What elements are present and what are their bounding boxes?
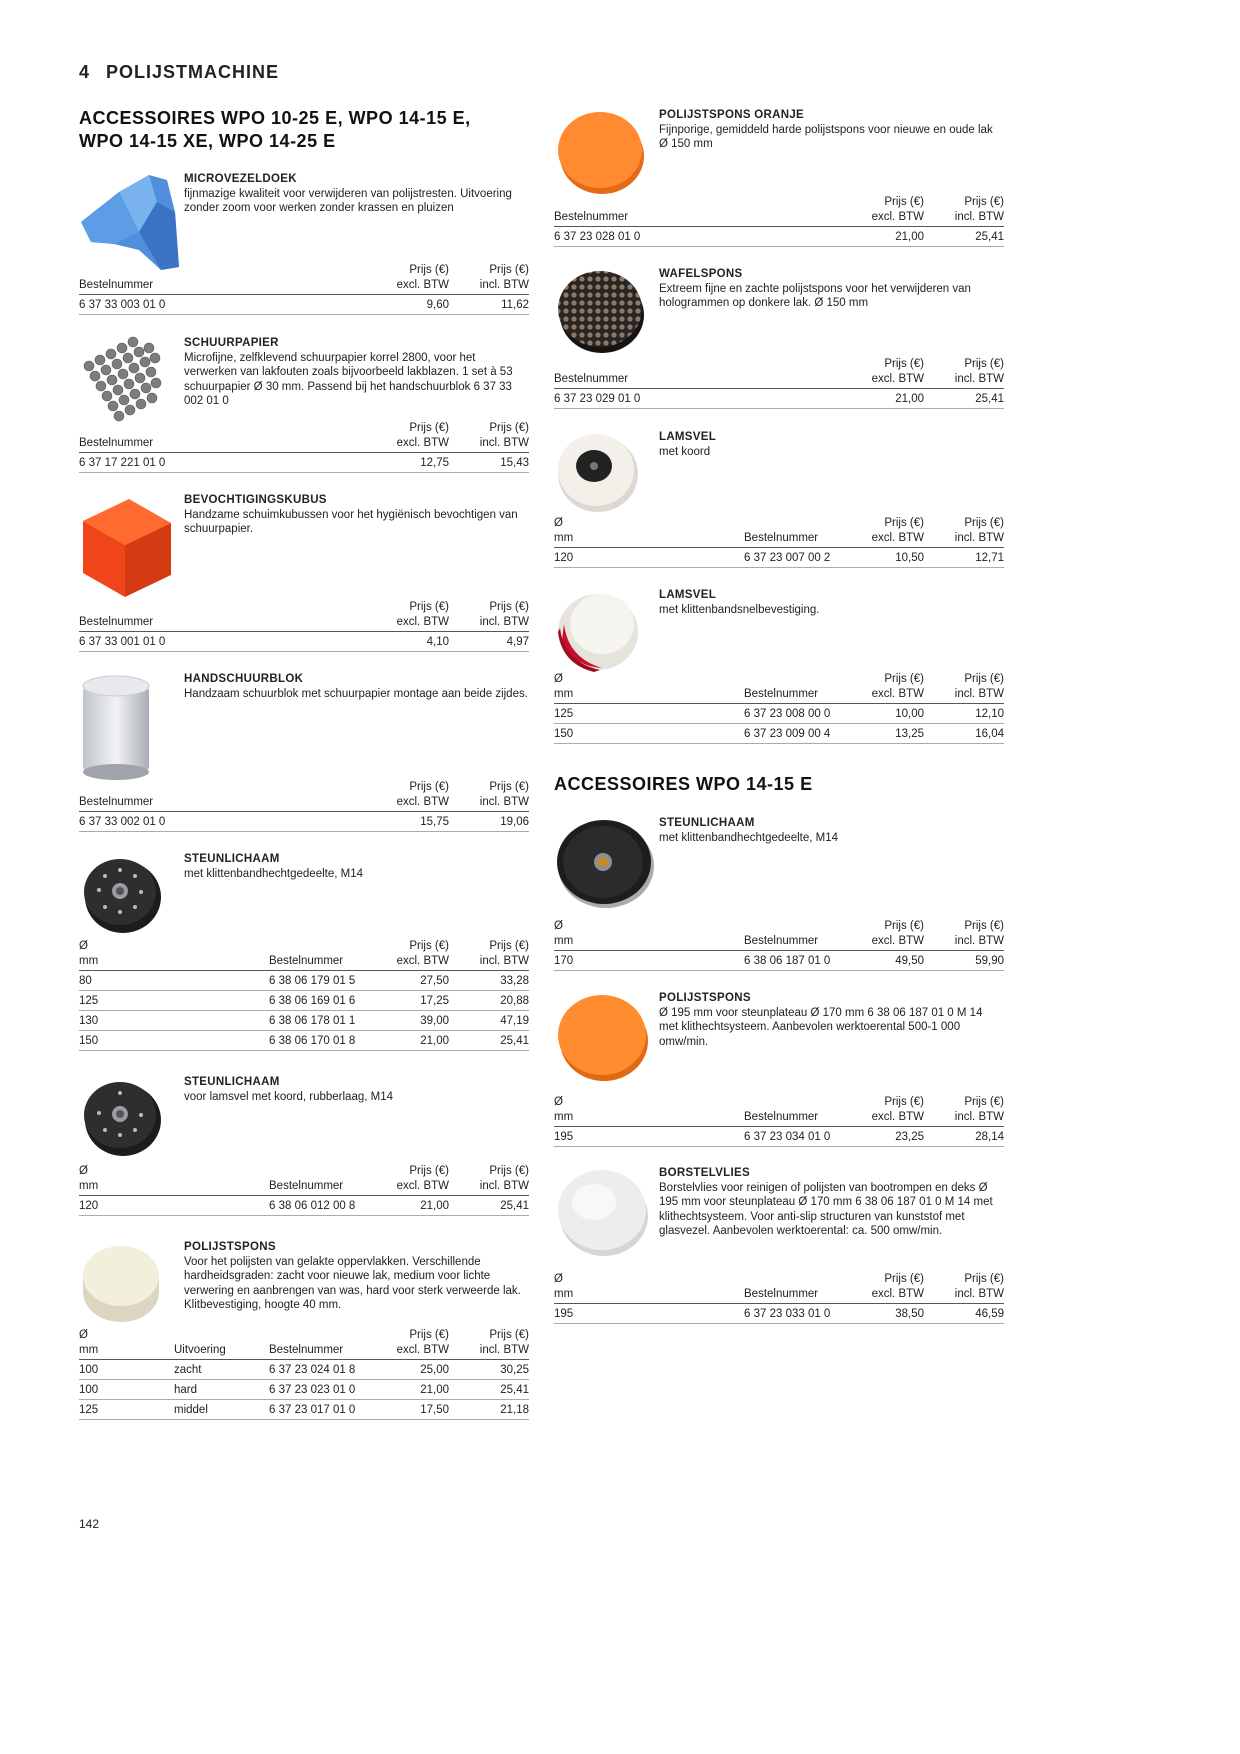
header-price-incl: Prijs (€) incl. BTW (449, 1328, 529, 1360)
header-order-number: Bestelnummer (79, 263, 319, 295)
product-description: Ø 195 mm voor steunplateau Ø 170 mm 6 38 06 187 01 0 M 14 met klithechtsysteem. Aanbevolen werktoerental 500-1 000 omw/min. (659, 1006, 983, 1048)
diameter: 150 (79, 1031, 269, 1051)
foam-cube-image (79, 493, 175, 601)
header-order-number: Bestelnummer (744, 672, 864, 704)
product-name: WAFELSPONS (659, 268, 743, 280)
header-order-number: Bestelnummer (79, 600, 319, 632)
header-price-incl: Prijs (€) incl. BTW (924, 1272, 1004, 1304)
order-number: 6 38 06 169 01 6 (269, 991, 389, 1011)
table-row (554, 704, 1004, 724)
product-description: Microfijne, zelfklevend schuurpapier korrel 2800, voor het verwerken van lakfouten zoals bijvoorbeeld lakblazen. 1 set à 53 schuurpapier Ø 30 mm. Passend bij het handschuurblok 6 37 33 002 01 0 (184, 351, 513, 407)
table-row (79, 812, 529, 832)
microfiber-cloth-image (79, 172, 179, 272)
price-excl: 27,50 (389, 971, 449, 991)
price-incl: 30,25 (449, 1360, 529, 1380)
product-text (184, 172, 529, 216)
header-price-incl: Prijs (€) incl. BTW (924, 672, 1004, 704)
table-row (554, 724, 1004, 744)
order-number: 6 37 23 024 01 8 (269, 1360, 389, 1380)
product-polijstspons-oranje (554, 108, 1004, 250)
order-number: 6 37 23 009 00 4 (744, 724, 864, 744)
product-name: MICROVEZELDOEK (184, 173, 297, 185)
product-description: voor lamsvel met koord, rubberlaag, M14 (184, 1090, 394, 1103)
table-row (79, 632, 529, 652)
product-borstelvlies (554, 1166, 1004, 1331)
table-row (79, 1380, 529, 1400)
header-order-number: Bestelnummer (744, 1095, 864, 1127)
table-row (79, 1011, 529, 1031)
order-number: 6 38 06 187 01 0 (744, 951, 864, 971)
product-wafelspons (554, 267, 1004, 412)
table-row (79, 453, 529, 473)
diameter: 120 (79, 1196, 269, 1216)
chapter-title: POLIJSTMACHINE (106, 62, 280, 82)
price-excl: 17,50 (389, 1400, 449, 1420)
price-table (554, 357, 1004, 409)
header-order-number: Bestelnummer (744, 516, 864, 548)
backing-pad-image (554, 816, 656, 910)
price-excl: 21,00 (794, 227, 924, 247)
price-excl: 17,25 (389, 991, 449, 1011)
price-excl: 25,00 (389, 1360, 449, 1380)
product-lamsvel-2 (554, 588, 1004, 748)
header-price-incl: Prijs (€) incl. BTW (449, 939, 529, 971)
product-text (184, 336, 529, 409)
price-incl: 28,14 (924, 1127, 1004, 1147)
header-order-number: Bestelnummer (744, 1272, 864, 1304)
product-polijstspons-2 (554, 991, 1004, 1151)
product-text (184, 1240, 529, 1313)
header-diameter: Ø mm (554, 1095, 744, 1127)
price-excl: 38,50 (864, 1304, 924, 1324)
price-incl: 11,62 (449, 295, 529, 315)
variant: zacht (174, 1360, 269, 1380)
product-name: POLIJSTSPONS (184, 1241, 276, 1253)
header-order-number: Bestelnummer (744, 919, 864, 951)
product-name: SCHUURPAPIER (184, 337, 279, 349)
price-table (79, 421, 529, 473)
price-excl: 13,25 (864, 724, 924, 744)
price-incl: 16,04 (924, 724, 1004, 744)
price-excl: 12,75 (319, 453, 449, 473)
diameter: 125 (79, 991, 269, 1011)
diameter: 130 (79, 1011, 269, 1031)
price-excl: 15,75 (319, 812, 449, 832)
lambswool-velcro-pad-image (554, 588, 640, 674)
price-table (554, 1272, 1004, 1324)
price-incl: 25,41 (449, 1380, 529, 1400)
price-excl: 39,00 (389, 1011, 449, 1031)
header-price-incl: Prijs (€) incl. BTW (924, 195, 1004, 227)
price-table (554, 516, 1004, 568)
section-title-wpo-all (79, 107, 471, 153)
price-excl: 10,50 (864, 548, 924, 568)
product-description: met klittenbandsnelbevestiging. (659, 603, 820, 616)
order-number: 6 37 33 002 01 0 (79, 812, 319, 832)
product-schuurpapier (79, 336, 529, 476)
product-description: Fijnporige, gemiddeld harde polijstspons voor nieuwe en oude lak Ø 150 mm (659, 123, 993, 150)
variant: middel (174, 1400, 269, 1420)
diameter: 150 (554, 724, 744, 744)
header-order-number: Bestelnummer (79, 780, 319, 812)
price-table (554, 672, 1004, 744)
header-price-incl: Prijs (€) incl. BTW (449, 263, 529, 295)
product-text (184, 1075, 529, 1104)
table-row (554, 389, 1004, 409)
price-excl: 23,25 (864, 1127, 924, 1147)
product-name: BORSTELVLIES (659, 1167, 750, 1179)
header-price-excl: Prijs (€) excl. BTW (319, 421, 449, 453)
product-text (659, 108, 1004, 152)
header-price-excl: Prijs (€) excl. BTW (794, 357, 924, 389)
polishing-sponge-image (79, 1240, 163, 1326)
price-excl: 21,00 (389, 1031, 449, 1051)
product-name: STEUNLICHAAM (184, 853, 280, 865)
price-incl: 59,90 (924, 951, 1004, 971)
header-diameter: Ø mm (79, 939, 269, 971)
product-text (659, 430, 1004, 459)
header-price-excl: Prijs (€) excl. BTW (389, 1328, 449, 1360)
price-incl: 25,41 (924, 389, 1004, 409)
product-bevochtigingskubus (79, 493, 529, 653)
price-incl: 4,97 (449, 632, 529, 652)
sanding-discs-image (79, 336, 165, 422)
table-row (554, 1304, 1004, 1324)
product-description: fijnmazige kwaliteit voor verwijderen van polijstresten. Uitvoering zonder zoom voor werken zonder krassen en pluizen (184, 187, 512, 214)
product-name: BEVOCHTIGINGSKUBUS (184, 494, 327, 506)
table-row (79, 295, 529, 315)
product-description: Voor het polijsten van gelakte oppervlakken. Verschillende hardheidsgraden: zacht voor nieuwe lak, medium voor lichte verwering en aanbrengen van was, hard voor sterk verweerde lak. Klitbevestiging, hoogte 40 mm. (184, 1255, 521, 1311)
table-row (79, 1196, 529, 1216)
price-incl: 33,28 (449, 971, 529, 991)
section-title-line-2: WPO 14-15 XE, WPO 14-25 E (79, 131, 336, 151)
header-price-excl: Prijs (€) excl. BTW (389, 1164, 449, 1196)
header-price-excl: Prijs (€) excl. BTW (389, 939, 449, 971)
product-description: Borstelvlies voor reinigen of polijsten van bootrompen en deks Ø 195 mm voor steunplateau Ø 170 mm 6 38 06 187 01 0 M 14 met klithechtsysteem. Voor anti-slip structuren van kunststof met glasvezel. Aanbevolen werktoerental: ca. 500 omw/min. (659, 1181, 993, 1237)
product-text (184, 493, 529, 537)
product-name: LAMSVEL (659, 589, 717, 601)
price-excl: 21,00 (794, 389, 924, 409)
header-order-number: Bestelnummer (554, 195, 794, 227)
header-price-incl: Prijs (€) incl. BTW (449, 780, 529, 812)
header-diameter: Ø mm (554, 919, 744, 951)
price-excl: 21,00 (389, 1196, 449, 1216)
price-excl: 49,50 (864, 951, 924, 971)
variant: hard (174, 1380, 269, 1400)
price-table (79, 780, 529, 832)
hand-sanding-block-image (79, 672, 155, 782)
price-table (79, 600, 529, 652)
header-diameter: Ø mm (554, 516, 744, 548)
table-row (79, 991, 529, 1011)
header-diameter: Ø mm (554, 1272, 744, 1304)
price-incl: 21,18 (449, 1400, 529, 1420)
header-diameter: Ø mm (554, 672, 744, 704)
price-incl: 12,71 (924, 548, 1004, 568)
header-price-excl: Prijs (€) excl. BTW (319, 780, 449, 812)
order-number: 6 38 06 178 01 1 (269, 1011, 389, 1031)
product-text (659, 267, 1004, 311)
product-description: met koord (659, 445, 711, 458)
order-number: 6 37 33 001 01 0 (79, 632, 319, 652)
section-title-line-1: ACCESSOIRES WPO 10-25 E, WPO 14-15 E, (79, 108, 471, 128)
product-name: POLIJSTSPONS ORANJE (659, 109, 805, 121)
price-table (79, 263, 529, 315)
order-number: 6 37 23 034 01 0 (744, 1127, 864, 1147)
product-description: Handzame schuimkubussen voor het hygiënisch bevochtigen van schuurpapier. (184, 508, 518, 535)
header-price-incl: Prijs (€) incl. BTW (449, 600, 529, 632)
orange-sponge-image (554, 108, 646, 196)
product-description: Handzaam schuurblok met schuurpapier montage aan beide zijdes. (184, 687, 528, 700)
price-table (554, 195, 1004, 247)
product-text (659, 816, 1004, 845)
order-number: 6 37 33 003 01 0 (79, 295, 319, 315)
diameter: 195 (554, 1304, 744, 1324)
price-incl: 25,41 (924, 227, 1004, 247)
orange-sponge-image (554, 991, 650, 1083)
product-name: STEUNLICHAAM (659, 817, 755, 829)
header-price-excl: Prijs (€) excl. BTW (864, 672, 924, 704)
order-number: 6 37 23 023 01 0 (269, 1380, 389, 1400)
header-order-number: Bestelnummer (554, 357, 794, 389)
lambswool-pad-image (554, 430, 640, 514)
header-diameter: Ø mm (79, 1164, 269, 1196)
product-handschuurblok (79, 672, 529, 832)
price-incl: 25,41 (449, 1031, 529, 1051)
order-number: 6 38 06 170 01 8 (269, 1031, 389, 1051)
header-price-incl: Prijs (€) incl. BTW (449, 421, 529, 453)
price-excl: 10,00 (864, 704, 924, 724)
product-text (184, 672, 529, 701)
product-name: HANDSCHUURBLOK (184, 673, 304, 685)
table-row (79, 1031, 529, 1051)
order-number: 6 37 23 028 01 0 (554, 227, 794, 247)
product-text (659, 588, 1004, 617)
order-number: 6 38 06 012 00 8 (269, 1196, 389, 1216)
table-row (79, 1360, 529, 1380)
header-price-incl: Prijs (€) incl. BTW (924, 919, 1004, 951)
header-price-excl: Prijs (€) excl. BTW (864, 919, 924, 951)
product-name: POLIJSTSPONS (659, 992, 751, 1004)
backing-pad-image (79, 852, 163, 936)
product-description: Extreem fijne en zachte polijstspons voor het verwijderen van hologrammen op donkere lak. Ø 150 mm (659, 282, 971, 309)
chapter-heading (79, 62, 279, 83)
chapter-number: 4 (79, 62, 91, 82)
header-order-number: Bestelnummer (79, 421, 319, 453)
table-row (554, 951, 1004, 971)
table-row (554, 548, 1004, 568)
diameter: 125 (554, 704, 744, 724)
product-name: LAMSVEL (659, 431, 717, 443)
product-text (659, 991, 1004, 1049)
diameter: 100 (79, 1360, 174, 1380)
product-name: STEUNLICHAAM (184, 1076, 280, 1088)
product-description: met klittenbandhechtgedeelte, M14 (659, 831, 839, 844)
price-excl: 21,00 (389, 1380, 449, 1400)
header-price-excl: Prijs (€) excl. BTW (864, 1095, 924, 1127)
order-number: 6 37 23 033 01 0 (744, 1304, 864, 1324)
brush-fleece-image (554, 1166, 650, 1260)
product-steunlichaam-2 (79, 1075, 529, 1220)
table-row (79, 1400, 529, 1420)
price-excl: 9,60 (319, 295, 449, 315)
order-number: 6 37 23 029 01 0 (554, 389, 794, 409)
price-incl: 47,19 (449, 1011, 529, 1031)
product-description: met klittenbandhechtgedeelte, M14 (184, 867, 364, 880)
header-price-incl: Prijs (€) incl. BTW (449, 1164, 529, 1196)
header-price-excl: Prijs (€) excl. BTW (319, 263, 449, 295)
price-incl: 20,88 (449, 991, 529, 1011)
price-incl: 12,10 (924, 704, 1004, 724)
price-table (79, 939, 529, 1051)
product-microvezeldoek (79, 172, 529, 316)
header-price-excl: Prijs (€) excl. BTW (864, 1272, 924, 1304)
price-incl: 19,06 (449, 812, 529, 832)
backing-pad-image (79, 1075, 163, 1159)
header-price-excl: Prijs (€) excl. BTW (864, 516, 924, 548)
product-text (659, 1166, 1004, 1239)
header-order-number: Bestelnummer (269, 1328, 389, 1360)
diameter: 170 (554, 951, 744, 971)
table-row (554, 227, 1004, 247)
product-lamsvel-1 (554, 430, 1004, 572)
price-table (79, 1328, 529, 1420)
waffle-sponge-image (554, 267, 646, 355)
header-price-incl: Prijs (€) incl. BTW (924, 357, 1004, 389)
diameter: 80 (79, 971, 269, 991)
diameter: 120 (554, 548, 744, 568)
header-variant: Uitvoering (174, 1328, 269, 1360)
header-price-incl: Prijs (€) incl. BTW (924, 1095, 1004, 1127)
header-diameter: Ø mm (79, 1328, 174, 1360)
price-incl: 25,41 (449, 1196, 529, 1216)
order-number: 6 38 06 179 01 5 (269, 971, 389, 991)
price-incl: 46,59 (924, 1304, 1004, 1324)
price-table (79, 1164, 529, 1216)
diameter: 100 (79, 1380, 174, 1400)
product-steunlichaam-3 (554, 816, 1004, 976)
price-incl: 15,43 (449, 453, 529, 473)
header-price-incl: Prijs (€) incl. BTW (924, 516, 1004, 548)
product-text (184, 852, 529, 881)
order-number: 6 37 23 008 00 0 (744, 704, 864, 724)
table-row (554, 1127, 1004, 1147)
diameter: 125 (79, 1400, 174, 1420)
price-table (554, 919, 1004, 971)
product-steunlichaam-1 (79, 852, 529, 1057)
header-price-excl: Prijs (€) excl. BTW (794, 195, 924, 227)
header-order-number: Bestelnummer (269, 1164, 389, 1196)
table-row (79, 971, 529, 991)
page-number: 142 (79, 1517, 100, 1531)
order-number: 6 37 23 007 00 2 (744, 548, 864, 568)
price-table (554, 1095, 1004, 1147)
diameter: 195 (554, 1127, 744, 1147)
price-excl: 4,10 (319, 632, 449, 652)
section-title-wpo-14-15: ACCESSOIRES WPO 14-15 E (554, 774, 813, 794)
order-number: 6 37 17 221 01 0 (79, 453, 319, 473)
header-order-number: Bestelnummer (269, 939, 389, 971)
header-price-excl: Prijs (€) excl. BTW (319, 600, 449, 632)
product-polijstspons-1 (79, 1240, 529, 1425)
order-number: 6 37 23 017 01 0 (269, 1400, 389, 1420)
